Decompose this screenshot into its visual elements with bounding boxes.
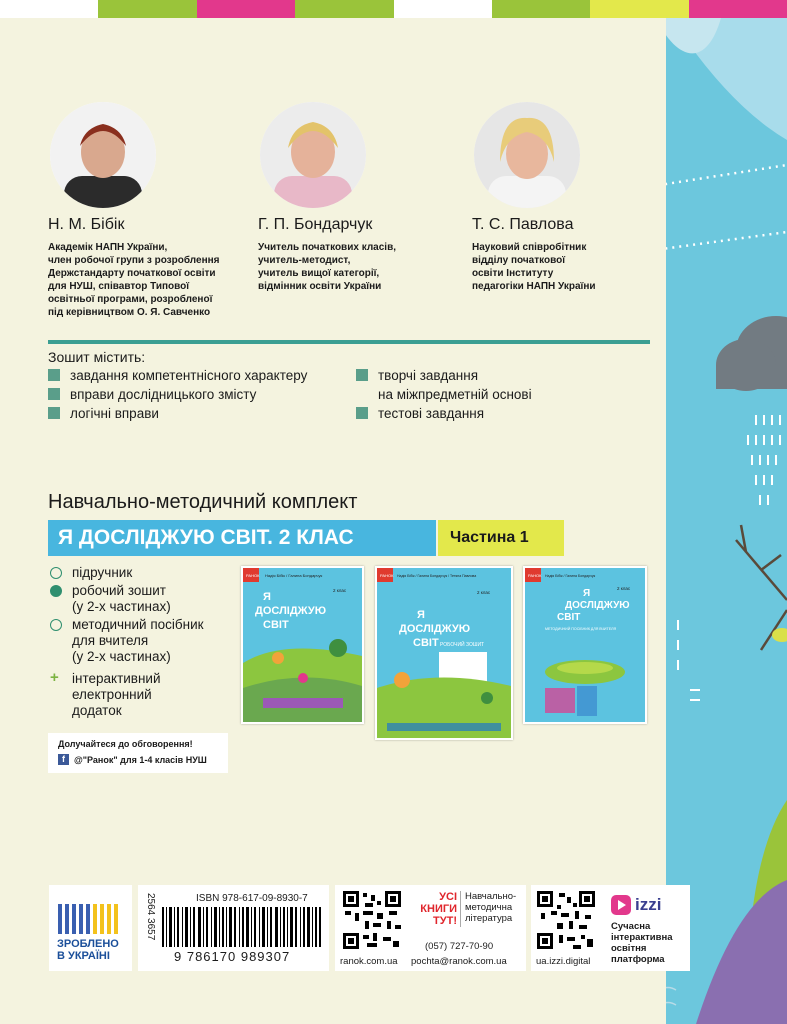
discuss-link[interactable]	[58, 754, 228, 765]
izzi-logo-text: izzi	[635, 895, 662, 914]
made-line: ЗРОБЛЕНО	[57, 938, 119, 950]
desc-line: освіти Інституту	[472, 268, 554, 279]
list-item-label: тестові завдання	[378, 406, 485, 421]
all-books-here	[407, 891, 457, 927]
desc-line: відділу початкової	[472, 255, 566, 266]
site-link[interactable]: ranok.com.ua	[340, 956, 398, 967]
barcode-digits: 9 786170 989307	[174, 949, 291, 964]
author-photo	[474, 102, 580, 208]
author-photo	[260, 102, 366, 208]
list-item-label: на міжпредметній основі	[378, 387, 532, 402]
strip-segment	[98, 0, 196, 18]
kit-item-label: підручник	[72, 565, 133, 580]
list-item	[356, 404, 532, 423]
kit-item-label: електронний	[72, 687, 152, 702]
list-item	[356, 366, 532, 385]
all-books-line: ТУТ!	[433, 915, 457, 927]
izzi-logo	[611, 895, 661, 915]
izzi-line: Сучасна	[611, 921, 651, 932]
kit-item-label: інтерактивний	[72, 671, 161, 686]
contents-title: Зошит містить:	[48, 349, 146, 365]
cover-grade: 2 клас	[617, 586, 631, 591]
list-item-label: творчі завдання	[378, 368, 479, 383]
list-item	[48, 404, 307, 423]
qr-code-icon[interactable]	[343, 891, 401, 949]
part-label: Частина 1	[438, 520, 564, 556]
kit-item-workbook-sub	[50, 599, 204, 615]
cover-title: СВІТ	[557, 612, 581, 623]
literature-label	[465, 891, 516, 924]
literature-line: методична	[465, 902, 513, 913]
phone[interactable]: (057) 727-70-90	[425, 941, 494, 952]
desc-line: педагогіки НАПН України	[472, 281, 596, 292]
made-line: В УКРАЇНІ	[57, 950, 110, 962]
kit-item-label: (у 2-х частинах)	[72, 599, 171, 614]
all-books-line: КНИГИ	[420, 903, 457, 915]
author-photo	[50, 102, 156, 208]
cover-grade: 2 клас	[477, 590, 491, 595]
ranok-box	[335, 885, 526, 971]
list-item-continued	[356, 385, 532, 404]
contents-list-right	[356, 366, 532, 423]
izzi-site-link[interactable]: ua.izzi.digital	[536, 956, 591, 967]
contents-list-left	[48, 366, 307, 423]
cover-subtitle: МЕТОДИЧНИЙ ПОСІБНИК ДЛЯ ВЧИТЕЛЯ	[545, 627, 617, 631]
desc-line: Держстандарту початкової освіти	[48, 268, 216, 279]
list-item-label: логічні вправи	[70, 406, 159, 421]
author-name: Н. М. Бібік	[48, 216, 125, 233]
literature-line: література	[465, 913, 513, 924]
book-cover-textbook	[241, 566, 364, 724]
vertical-divider	[460, 891, 461, 927]
izzi-line: освітня	[611, 943, 647, 954]
kit-item-label: (у 2-х частинах)	[72, 649, 171, 664]
strip-segment	[492, 0, 590, 18]
isbn: ISBN 978-617-09-8930-7	[196, 893, 308, 904]
cover-title: СВІТ	[413, 637, 439, 649]
cover-title: ДОСЛІДЖУЮ	[255, 605, 327, 617]
author-card	[48, 102, 248, 319]
strip-segment	[0, 0, 98, 18]
author-name: Т. С. Павлова	[472, 216, 574, 233]
author-card	[258, 102, 458, 293]
strip-segment	[197, 0, 295, 18]
qr-code-icon[interactable]	[537, 891, 595, 949]
discuss-box[interactable]	[48, 733, 228, 773]
desc-line: Академік НАПН України,	[48, 242, 168, 253]
cover-publisher: РАНОК	[528, 573, 542, 578]
izzi-line: інтерактивна	[611, 932, 673, 943]
cover-grade: 2 клас	[333, 588, 347, 593]
discuss-title: Долучайтеся до обговорення!	[58, 739, 193, 749]
ukraine-flag-icon	[58, 904, 124, 934]
desc-line: освітньої програми, розробленої	[48, 294, 213, 305]
circle-filled-icon	[50, 585, 62, 597]
cover-publisher: РАНОК	[380, 573, 394, 578]
strip-segment	[295, 0, 393, 18]
izzi-description	[611, 921, 673, 965]
kit-items	[50, 565, 204, 719]
cover-title: СВІТ	[263, 619, 289, 631]
list-item-label: завдання компетентнісного характеру	[70, 368, 308, 383]
bullet-square-icon	[356, 369, 368, 381]
kit-item-interactive-line2	[50, 687, 204, 703]
list-item	[48, 366, 307, 385]
made-in-ukraine-badge	[49, 885, 132, 971]
side-code: 2564 3657	[145, 893, 156, 941]
kit-item-label: додаток	[72, 703, 122, 718]
author-description	[258, 241, 458, 293]
author-name: Г. П. Бондарчук	[258, 216, 373, 233]
discuss-link-label: @"Ранок" для 1-4 класів НУШ	[74, 754, 207, 765]
kit-item-interactive	[50, 671, 204, 687]
kit-item-workbook	[50, 583, 204, 599]
strip-segment	[394, 0, 492, 18]
cover-publisher: РАНОК	[246, 573, 260, 578]
desc-line: відмінник освіти України	[258, 281, 382, 292]
desc-line: член робочої групи з розроблення	[48, 255, 220, 266]
cover-title: Я	[583, 588, 591, 599]
book-cover-workbook	[375, 566, 513, 740]
series-title-bar: Я ДОСЛІДЖУЮ СВІТ. 2 КЛАС	[48, 520, 436, 556]
bullet-square-icon	[48, 388, 60, 400]
author-description	[48, 241, 248, 319]
izzi-line: платформа	[611, 954, 665, 965]
divider	[48, 340, 650, 344]
desc-line: Науковий співробітник	[472, 242, 587, 253]
barcode-box	[138, 885, 329, 971]
kit-item-label: методичний посібник	[72, 617, 204, 632]
cover-authors: Надія Бібік / Галина Бондарчук	[545, 574, 596, 578]
plus-icon: +	[50, 669, 59, 686]
desc-line: під керівництвом О. Я. Савченко	[48, 307, 211, 318]
cover-title: Я	[417, 609, 425, 621]
cover-title: Я	[263, 591, 271, 603]
izzi-box	[531, 885, 690, 971]
bullet-square-icon	[48, 407, 60, 419]
cover-authors: Надія Бібік / Галина Бондарчук	[265, 573, 323, 578]
bullet-square-icon	[48, 369, 60, 381]
made-in-ukraine-text	[57, 938, 119, 962]
desc-line: учитель вищої категорії,	[258, 268, 380, 279]
all-books-line: УСІ	[439, 891, 457, 903]
circle-outline-icon	[50, 567, 62, 579]
kit-title: Навчально-методичний комплект	[48, 491, 358, 513]
email-link[interactable]: pochta@ranok.com.ua	[411, 956, 507, 967]
kit-item-label: для вчителя	[72, 633, 149, 648]
cover-subtitle: РОБОЧИЙ ЗОШИТ	[440, 642, 485, 648]
book-cover-guide	[523, 566, 647, 724]
kit-item-guide	[50, 617, 204, 633]
author-description	[472, 241, 672, 293]
kit-item-textbook	[50, 565, 204, 581]
kit-item-guide-sub	[50, 649, 204, 665]
cover-authors: Надія Бібік / Галина Бондарчук / Тетяна Павлова	[397, 574, 477, 578]
list-item	[48, 385, 307, 404]
desc-line: для НУШ, співавтор Типової	[48, 281, 190, 292]
bullet-square-icon	[356, 407, 368, 419]
desc-line: Учитель початкових класів,	[258, 242, 396, 253]
kit-item-interactive-line3	[50, 703, 204, 719]
izzi-logo-icon	[611, 895, 631, 915]
kit-item-guide-line2	[50, 633, 204, 649]
literature-line: Навчально-	[465, 891, 517, 902]
circle-outline-icon	[50, 619, 62, 631]
barcode-icon	[160, 907, 324, 947]
desc-line: учитель-методист,	[258, 255, 351, 266]
kit-item-label: робочий зошит	[72, 583, 166, 598]
facebook-icon: f	[58, 754, 69, 765]
list-item-label: вправи дослідницького змісту	[70, 387, 257, 402]
cover-title: ДОСЛІДЖУЮ	[399, 623, 471, 635]
author-card	[472, 102, 672, 293]
cover-title: ДОСЛІДЖУЮ	[565, 600, 630, 611]
